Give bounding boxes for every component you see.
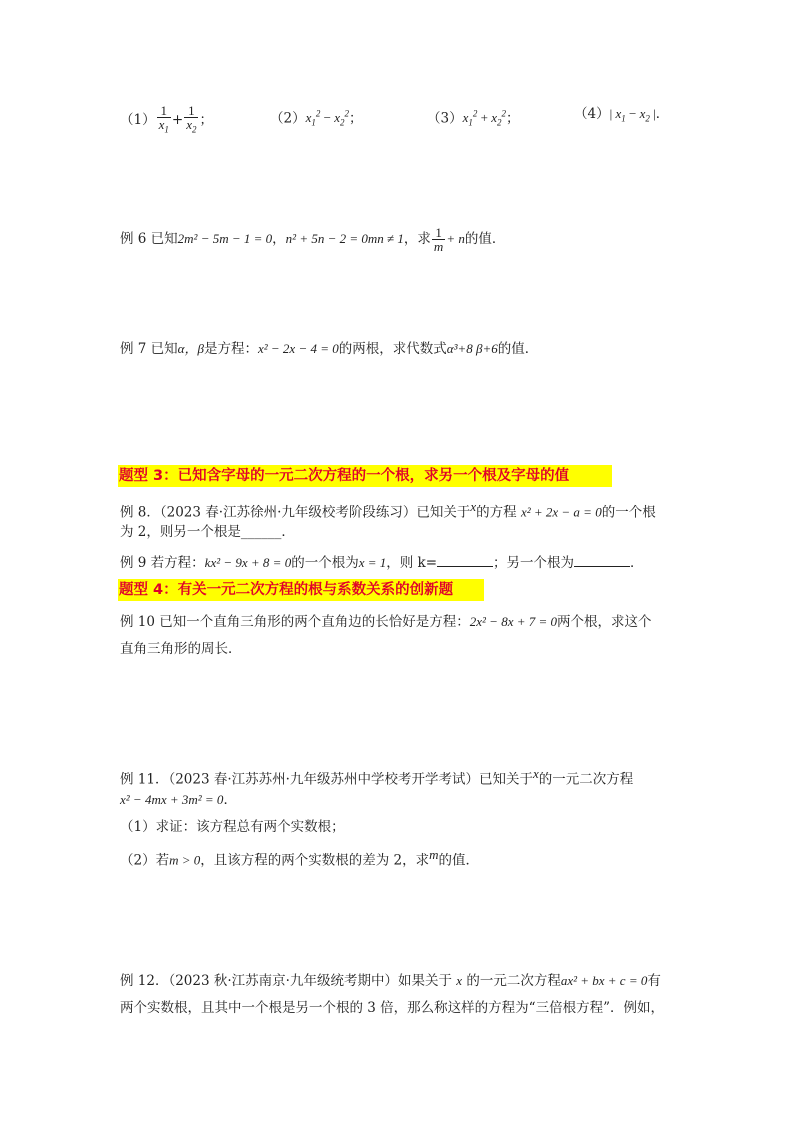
- ex8-line2: 为 2，则另一个根是______．: [120, 524, 295, 540]
- ex12-line2: 两个实数根，且其中一个根是另一个根的 3 倍，那么称这样的方程为“三倍根方程”．例如，: [120, 1000, 664, 1016]
- ex10-line2: 直角三角形的周长．: [120, 641, 242, 657]
- ex9-blank-root[interactable]: [574, 552, 630, 567]
- example-12-line2: [120, 998, 664, 1018]
- item-1-end: ；: [199, 111, 213, 128]
- ex6-eq1: 2m² − 5m − 1 = 0: [177, 231, 273, 246]
- ex7-expr: α³+8 β+6: [446, 341, 498, 356]
- ex12-var: x: [456, 973, 463, 988]
- item-3: [427, 104, 520, 133]
- fraction-1-over-m: $\frac{1}{m}$: [433, 225, 444, 254]
- example-9: [120, 552, 644, 573]
- ex7-mid: 是方程：: [203, 341, 258, 357]
- ex6-tail: 的值．: [464, 231, 506, 247]
- ex6-ask: ，求: [403, 231, 431, 247]
- ex9-ask2: ；另一个根为: [493, 555, 575, 571]
- fraction-1-over-x2: $\frac{1}{x_2}$: [186, 103, 197, 135]
- ex10-eq: 2x² − 8x + 7 = 0: [469, 614, 558, 629]
- ex8-eq: x² + 2x − a = 0: [520, 504, 602, 520]
- example-11-part1: [120, 817, 345, 837]
- item-1-label: （1）: [120, 111, 156, 128]
- ex9-mid: 的一个根为: [291, 555, 359, 571]
- ex12-eq: ax² + bx + c = 0: [560, 973, 648, 988]
- example-10-line1: [120, 612, 652, 632]
- item-3-expr: $x_1^2 + x_2^2$: [462, 109, 506, 128]
- ex11-line1b: 的一元二次方程: [538, 771, 634, 788]
- item-3-end: ；: [506, 110, 520, 127]
- ex11-p2c: 的值．: [438, 852, 480, 869]
- ex7-vars: α，β: [177, 341, 204, 356]
- ex8-line1c: 的一个根: [601, 504, 656, 521]
- ex11-var: x: [532, 766, 539, 781]
- ex10-line1: 例 10 已知一个直角三角形的两个直角边的长恰好是方程：: [120, 614, 470, 630]
- ex9-lead: 例 9 若方程：: [120, 555, 205, 571]
- ex6-eq2: n² + 5n − 2 = 0: [285, 231, 368, 246]
- item-2: [270, 104, 363, 133]
- example-6: 例 6 已知2m² − 5m − 1 = 0，n² + 5n − 2 = 0mn ≠ 1，求 $\frac{1}{m}$ + n的值．: [120, 225, 506, 254]
- item-2-label: （2）: [270, 110, 306, 127]
- ex12-line1c: 有: [647, 973, 661, 989]
- ex11-p2var: m: [429, 847, 439, 862]
- example-11-line1: [120, 764, 633, 790]
- item-4-expr: | $x_1 - x_2$ |: [609, 106, 656, 124]
- example-7: [120, 339, 538, 359]
- ex10-line1b: 两个根，求这个: [557, 614, 652, 630]
- item-4: [574, 104, 669, 129]
- item-1: （1） $\frac{1}{x_1}$ + $\frac{1}{x_2}$ ；: [120, 103, 213, 135]
- ex7-lead: 例 7 已知: [120, 341, 178, 357]
- ex8-line1b: 的方程: [476, 504, 517, 521]
- item-4-label: （4）: [574, 106, 610, 122]
- ex11-p1: （1）求证：该方程总有两个实数根；: [120, 819, 345, 835]
- item-2-end: ；: [349, 110, 363, 127]
- item-3-label: （3）: [427, 110, 463, 127]
- item-2-expr: $x_1^2 - x_2^2$: [305, 109, 349, 128]
- ex6-lead: 例 6 已知: [120, 231, 178, 247]
- ex9-root: x = 1: [358, 555, 387, 570]
- example-11-part2: [120, 845, 479, 871]
- ex11-p2b: ，且该方程的两个实数根的差为 2，求: [200, 852, 430, 869]
- example-8-line2: [120, 522, 295, 542]
- ex12-line1b: 的一元二次方程: [466, 973, 561, 989]
- ex9-ask1: ，则 k=: [386, 555, 438, 571]
- ex11-line1: 例 11．（2023 春·江苏苏州·九年级苏州中学校考开学考试）已知关于: [120, 771, 533, 788]
- ex9-end: ．: [630, 555, 644, 571]
- example-11-eq: [120, 790, 237, 810]
- ex9-eq: kx² − 9x + 8 = 0: [204, 555, 292, 570]
- ex7-text: 的两根，求代数式: [338, 341, 447, 357]
- fraction-1-over-x1: $\frac{1}{x_1}$: [158, 103, 169, 135]
- example-10-line2: [120, 639, 242, 659]
- ex8-var: x: [470, 499, 477, 514]
- example-8-line1: [120, 497, 656, 523]
- ex11-p2a: （2）若: [120, 852, 170, 869]
- ex7-tail: 的值．: [497, 341, 539, 357]
- ex6-cond: mn ≠ 1: [367, 231, 404, 246]
- ex7-eq: x² − 2x − 4 = 0: [257, 341, 339, 356]
- type3-heading: 题型 3：已知含字母的一元二次方程的一个根，求另一个根及字母的值: [119, 468, 570, 484]
- ex12-line1: 例 12．（2023 秋·江苏南京·九年级统考期中）如果关于: [120, 973, 452, 989]
- example-12-line1: [120, 971, 661, 991]
- ex11-eq: x² − 4mx + 3m² = 0: [120, 792, 224, 807]
- ex8-line1: 例 8．（2023 春·江苏徐州·九年级校考阶段练习）已知关于: [120, 504, 471, 521]
- ex11-end: ．: [223, 792, 237, 808]
- type4-heading: 题型 4：有关一元二次方程的根与系数关系的创新题: [119, 582, 454, 598]
- ex11-p2cond: m > 0: [169, 852, 201, 868]
- ex9-blank-k[interactable]: [437, 552, 493, 567]
- item-4-end: ．: [655, 106, 670, 122]
